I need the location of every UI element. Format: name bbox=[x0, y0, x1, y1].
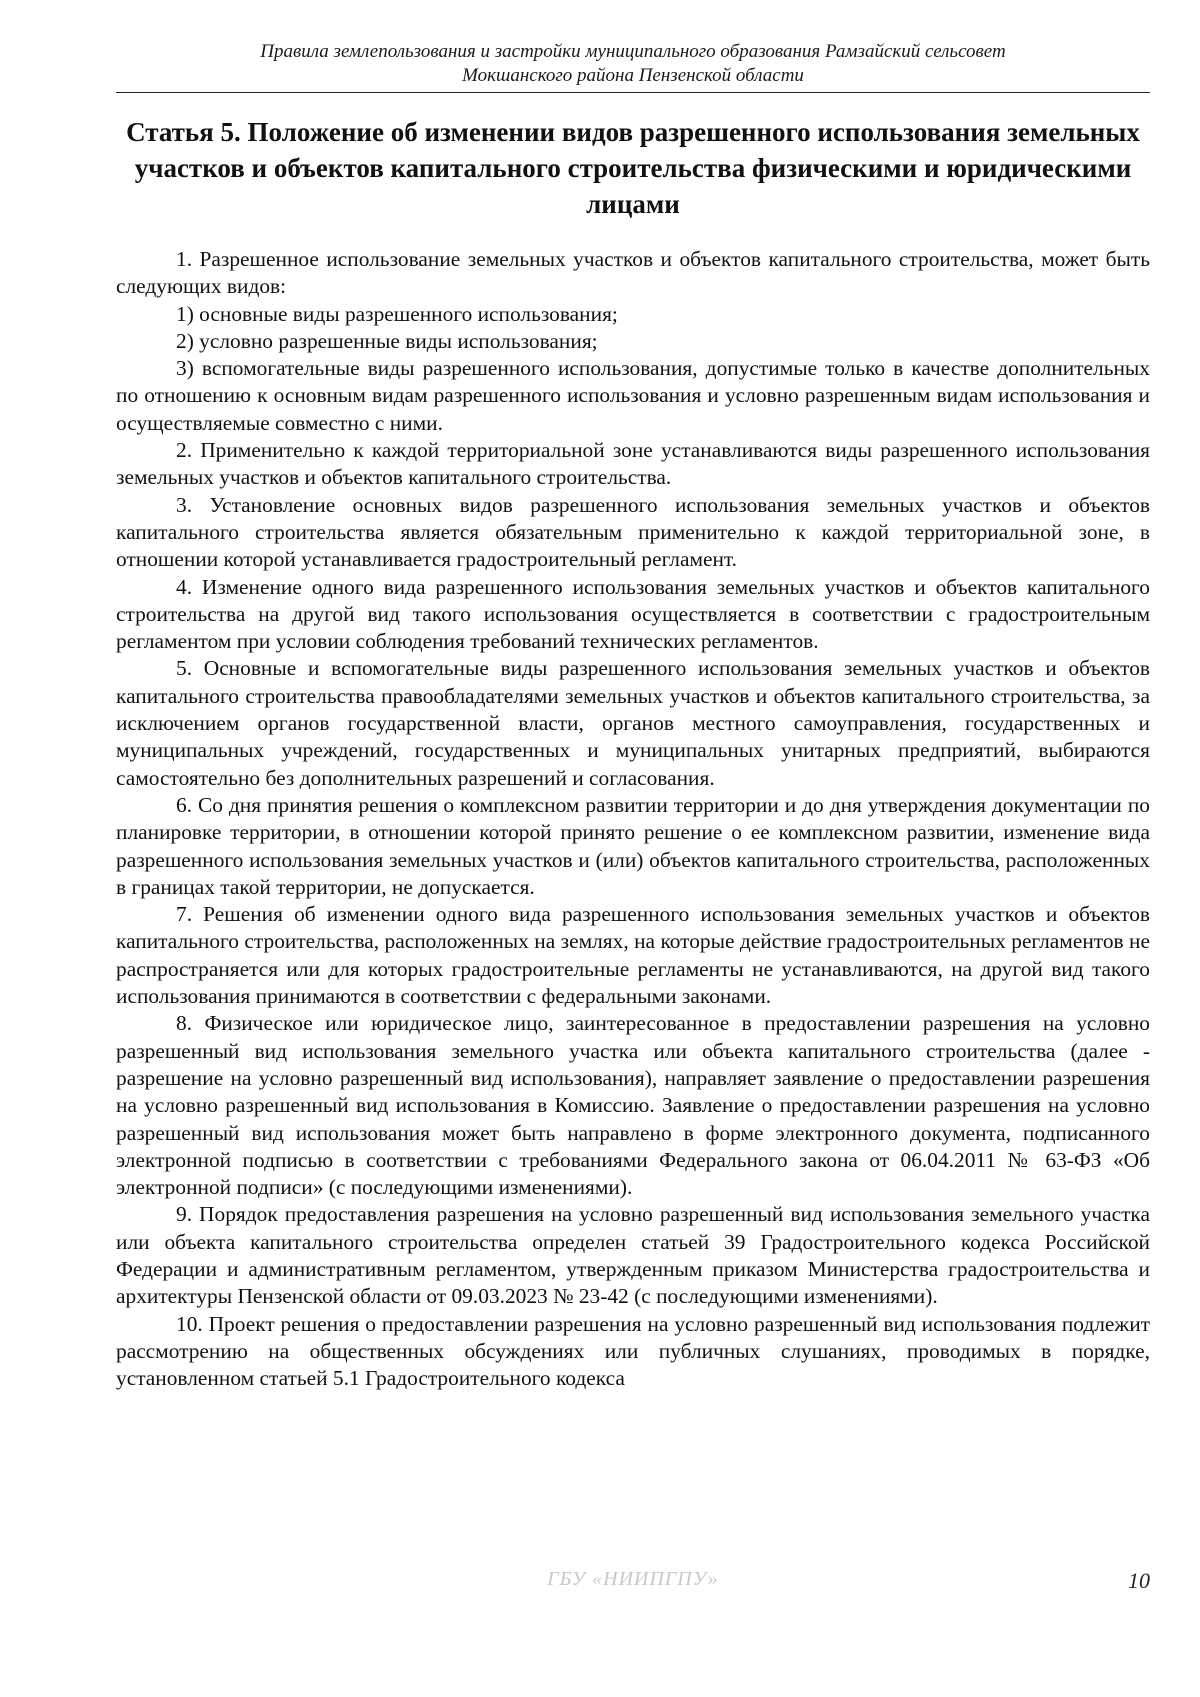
running-header-line-1: Правила землепользования и застройки муниципального образования Рамзайский сельсовет bbox=[260, 41, 1006, 62]
page-number: 10 bbox=[1128, 1568, 1150, 1593]
paragraph: 2) условно разрешенные виды использования; bbox=[176, 328, 598, 353]
paragraph: 4. Изменение одного вида разрешенного использования земельных участков и объектов капитального строительства на другой вид такого использования осуществляется в соответствии с градостроительным регламентом при условии соблюдения требований технических регламентов. bbox=[116, 574, 1150, 654]
paragraph: 2. Применительно к каждой территориальной зоне устанавливаются виды разрешенного использования земельных участков и объектов капитального строительства. bbox=[116, 438, 1150, 490]
paragraph: 8. Физическое или юридическое лицо, заинтересованное в предоставлении разрешения на условно разрешенный вид использования земельного участка или объекта капитального строительства (далее - разрешение на условно разрешенный вид использования), направляет заявление о предоставлении разрешения на условно разрешенный вид использования в Комиссию. Заявление о предоставлении разрешения на условно разрешенный вид использования может быть направлено в форме электронного документа, подписанного электронной подписью в соответствии с требованиями Федерального закона от 06.04.2011 № 63-ФЗ «Об электронной подписи» (с последующими изменениями). bbox=[116, 1011, 1150, 1200]
paragraph: 9. Порядок предоставления разрешения на условно разрешенный вид использования земельного участка или объекта капитального строительства определен статьей 39 Градостроительного кодекса Российской Федерации и административным регламентом, утвержденным приказом Министерства градостроительства и архитектуры Пензенской области от 09.03.2023 № 23-42 (с последующими изменениями). bbox=[116, 1202, 1150, 1309]
paragraph: 10. Проект решения о предоставлении разрешения на условно разрешенный вид использования подлежит рассмотрению на общественных обсуждениях или публичных слушаниях, проводимых в порядке, установленном статьей 5.1 Градостроительного кодекса bbox=[116, 1311, 1150, 1391]
paragraph: 5. Основные и вспомогательные виды разрешенного использования земельных участков и объектов капитального строительства правообладателями земельных участков и объектов капитального строительства, за исключением органов государственной власти, органов местного самоуправления, государственных и муниципальных учреждений, государственных и муниципальных унитарных предприятий, выбираются самостоятельно без дополнительных разрешений и согласования. bbox=[116, 656, 1150, 790]
paragraph: 3. Установление основных видов разрешенного использования земельных участков и объектов капитального строительства является обязательным применительно к каждой территориальной зоне, в отношении которой устанавливается градостроительный регламент. bbox=[116, 492, 1150, 572]
page-footer bbox=[116, 1568, 1150, 1598]
running-header bbox=[116, 40, 1150, 93]
footer-organization: ГБУ «НИИПГПУ» bbox=[547, 1568, 719, 1590]
article-title: Статья 5. Положение об изменении видов разрешенного использования земельных участков и объектов капитального строительства физическими и юридическими лицами bbox=[126, 117, 1140, 219]
paragraph: 7. Решения об изменении одного вида разрешенного использования земельных участков и объектов капитального строительства, расположенных на землях, на которые действие градостроительных регламентов не распространяется или для которых градостроительные регламенты не устанавливаются, на другой вид такого использования принимаются в соответствии с федеральными законами. bbox=[116, 902, 1150, 1009]
paragraph: 3) вспомогательные виды разрешенного использования, допустимые только в качестве дополнительных по отношению к основным видам разрешенного использования и условно разрешенным видам использования и осуществляемые совместно с ними. bbox=[116, 356, 1150, 435]
paragraph: 1) основные виды разрешенного использования; bbox=[176, 301, 618, 326]
paragraph: 1. Разрешенное использование земельных участков и объектов капитального строительства, может быть следующих видов: bbox=[116, 247, 1150, 299]
running-header-line-2: Мокшанского района Пензенской области bbox=[462, 65, 804, 86]
paragraph: 6. Со дня принятия решения о комплексном развитии территории и до дня утверждения документации по планировке территории, в отношении которой принято решение о ее комплексном развитии, изменение вида разрешенного использования земельных участков и (или) объектов капитального строительства, расположенных в границах такой территории, не допускается. bbox=[116, 792, 1150, 899]
article-body bbox=[116, 246, 1150, 1392]
